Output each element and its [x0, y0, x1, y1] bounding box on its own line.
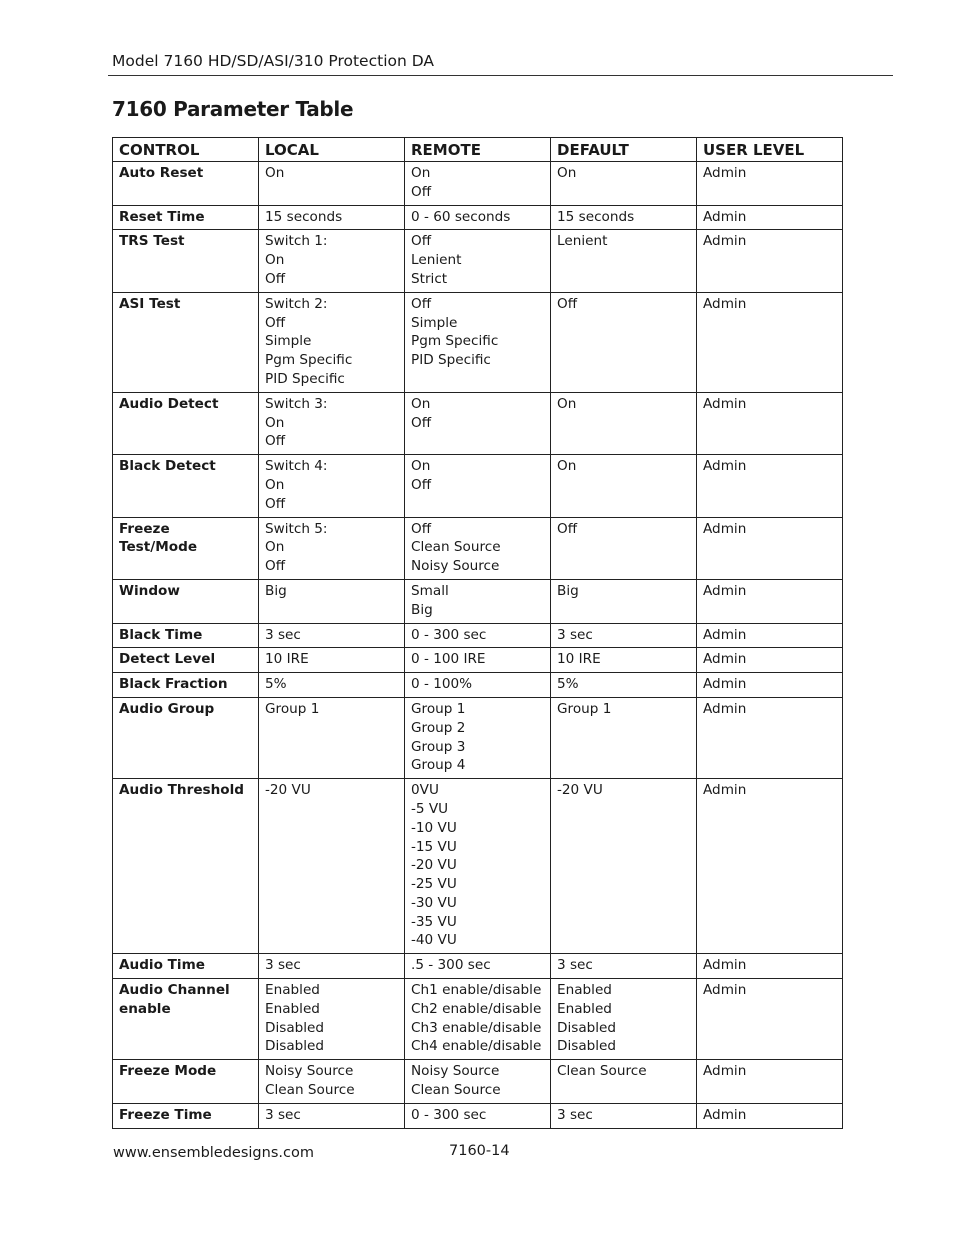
local-cell	[259, 230, 405, 292]
user-level-cell	[697, 1060, 843, 1104]
user-level-cell	[697, 579, 843, 623]
table-body	[113, 161, 843, 1128]
control-cell	[113, 954, 259, 979]
page-title: 7160 Parameter Table	[112, 97, 354, 121]
local-cell	[259, 579, 405, 623]
cell-line: -20 VU	[557, 782, 603, 799]
cell-line: Admin	[703, 957, 747, 974]
table-row	[113, 1103, 843, 1128]
cell-line: Pgm Specific	[411, 333, 499, 350]
cell-line: Disabled	[557, 1019, 617, 1036]
remote-cell	[405, 230, 551, 292]
cell-line: Group 1	[411, 700, 466, 717]
cell-line: Switch 4:	[265, 458, 328, 475]
cell-line: Big	[265, 582, 287, 599]
control-cell	[113, 161, 259, 205]
control-cell	[113, 517, 259, 579]
default-cell	[551, 392, 697, 454]
default-cell	[551, 455, 697, 517]
column-header-local: LOCAL	[259, 138, 405, 162]
local-cell	[259, 697, 405, 778]
remote-cell	[405, 392, 551, 454]
user-level-cell	[697, 455, 843, 517]
user-level-cell	[697, 954, 843, 979]
cell-line: -30 VU	[411, 894, 457, 911]
local-cell	[259, 673, 405, 698]
cell-line: On	[411, 458, 431, 475]
remote-cell	[405, 673, 551, 698]
cell-line: Audio Threshold	[119, 782, 245, 799]
cell-line: Disabled	[265, 1019, 325, 1036]
table-row	[113, 161, 843, 205]
table-row	[113, 230, 843, 292]
cell-line: 0VU	[411, 782, 439, 799]
control-cell	[113, 979, 259, 1060]
default-cell	[551, 1103, 697, 1128]
cell-line: 3 sec	[265, 626, 301, 643]
table-row	[113, 979, 843, 1060]
cell-line: On	[557, 458, 577, 475]
control-cell	[113, 697, 259, 778]
header-rule	[108, 75, 893, 76]
cell-line: 3 sec	[265, 957, 301, 974]
remote-cell	[405, 648, 551, 673]
cell-line: Admin	[703, 982, 747, 999]
table-header-row	[113, 138, 843, 162]
cell-line: Off	[265, 314, 286, 331]
cell-line: Off	[411, 295, 432, 312]
column-header-default: DEFAULT	[551, 138, 697, 162]
cell-line: Switch 5:	[265, 520, 328, 537]
user-level-cell	[697, 517, 843, 579]
cell-line: Big	[411, 601, 433, 618]
cell-line: Enabled	[265, 1000, 320, 1017]
remote-cell	[405, 292, 551, 392]
cell-line: -20 VU	[265, 782, 311, 799]
cell-line: Lenient	[557, 233, 608, 250]
remote-cell	[405, 205, 551, 230]
cell-line: Enabled	[557, 1000, 612, 1017]
table-row	[113, 673, 843, 698]
table-row	[113, 292, 843, 392]
local-cell	[259, 392, 405, 454]
default-cell	[551, 648, 697, 673]
cell-line: Off	[265, 270, 286, 287]
table-row	[113, 648, 843, 673]
user-level-cell	[697, 292, 843, 392]
cell-line: Admin	[703, 208, 747, 225]
column-header-control: CONTROL	[113, 138, 259, 162]
cell-line: Off	[411, 520, 432, 537]
default-cell	[551, 954, 697, 979]
cell-line: 5%	[557, 676, 579, 693]
cell-line: Simple	[265, 333, 312, 350]
cell-line: TRS Test	[119, 233, 185, 250]
cell-line: Big	[557, 582, 579, 599]
page-number: 7160-14	[449, 1143, 510, 1159]
cell-line: 3 sec	[557, 957, 593, 974]
control-cell	[113, 779, 259, 954]
cell-line: Ch1 enable/disable	[411, 982, 542, 999]
local-cell	[259, 455, 405, 517]
default-cell	[551, 979, 697, 1060]
table-row	[113, 954, 843, 979]
user-level-cell	[697, 161, 843, 205]
cell-line: Auto Reset	[119, 164, 204, 181]
cell-line: enable	[119, 1000, 171, 1017]
remote-cell	[405, 455, 551, 517]
cell-line: Group 3	[411, 738, 466, 755]
table-row	[113, 392, 843, 454]
cell-line: -40 VU	[411, 932, 457, 949]
cell-line: Simple	[411, 314, 458, 331]
cell-line: Noisy Source	[411, 1063, 500, 1080]
cell-line: Off	[265, 433, 286, 450]
cell-line: Group 2	[411, 719, 466, 736]
user-level-cell	[697, 648, 843, 673]
default-cell	[551, 779, 697, 954]
cell-line: Enabled	[265, 982, 320, 999]
cell-line: 15 seconds	[265, 208, 343, 225]
remote-cell	[405, 517, 551, 579]
column-header-remote: REMOTE	[405, 138, 551, 162]
cell-line: Pgm Specific	[265, 352, 353, 369]
cell-line: Disabled	[265, 1038, 325, 1055]
cell-line: 0 - 300 sec	[411, 1106, 487, 1123]
control-cell	[113, 579, 259, 623]
local-cell	[259, 205, 405, 230]
user-level-cell	[697, 205, 843, 230]
default-cell	[551, 205, 697, 230]
user-level-cell	[697, 979, 843, 1060]
cell-line: Admin	[703, 626, 747, 643]
cell-line: .5 - 300 sec	[411, 957, 491, 974]
remote-cell	[405, 779, 551, 954]
cell-line: Admin	[703, 1106, 747, 1123]
cell-line: 0 - 100%	[411, 676, 473, 693]
cell-line: Noisy Source	[411, 558, 500, 575]
cell-line: Disabled	[557, 1038, 617, 1055]
default-cell	[551, 579, 697, 623]
cell-line: Freeze Mode	[119, 1063, 217, 1080]
control-cell	[113, 1060, 259, 1104]
cell-line: On	[265, 414, 285, 431]
cell-line: -15 VU	[411, 838, 457, 855]
cell-line: -35 VU	[411, 913, 457, 930]
cell-line: Admin	[703, 582, 747, 599]
cell-line: Freeze Test/Mode	[119, 520, 198, 556]
remote-cell	[405, 1103, 551, 1128]
cell-line: Lenient	[411, 252, 462, 269]
cell-line: Admin	[703, 651, 747, 668]
cell-line: Admin	[703, 520, 747, 537]
parameter-table	[112, 137, 843, 1129]
cell-line: 5%	[265, 676, 287, 693]
remote-cell	[405, 979, 551, 1060]
user-level-cell	[697, 392, 843, 454]
control-cell	[113, 455, 259, 517]
local-cell	[259, 779, 405, 954]
cell-line: Audio Group	[119, 700, 215, 717]
cell-line: Enabled	[557, 982, 612, 999]
default-cell	[551, 623, 697, 648]
cell-line: Admin	[703, 233, 747, 250]
cell-line: Freeze Time	[119, 1106, 212, 1123]
cell-line: 3 sec	[265, 1106, 301, 1123]
cell-line: 0 - 100 IRE	[411, 651, 486, 668]
page-header: Model 7160 HD/SD/ASI/310 Protection DA	[112, 52, 435, 70]
user-level-cell	[697, 230, 843, 292]
cell-line: Off	[411, 414, 432, 431]
cell-line: Audio Detect	[119, 395, 219, 412]
cell-line: Reset Time	[119, 208, 205, 225]
cell-line: Switch 1:	[265, 233, 328, 250]
cell-line: On	[557, 164, 577, 181]
cell-line: Admin	[703, 700, 747, 717]
control-cell	[113, 292, 259, 392]
cell-line: Admin	[703, 295, 747, 312]
cell-line: On	[557, 395, 577, 412]
cell-line: Noisy Source	[265, 1063, 354, 1080]
table-row	[113, 579, 843, 623]
cell-line: Admin	[703, 395, 747, 412]
cell-line: 0 - 60 seconds	[411, 208, 511, 225]
cell-line: Admin	[703, 164, 747, 181]
cell-line: PID Specific	[411, 352, 491, 369]
cell-line: -20 VU	[411, 857, 457, 874]
local-cell	[259, 979, 405, 1060]
default-cell	[551, 697, 697, 778]
cell-line: Clean Source	[411, 1082, 501, 1099]
cell-line: Off	[411, 233, 432, 250]
user-level-cell	[697, 623, 843, 648]
remote-cell	[405, 623, 551, 648]
cell-line: -25 VU	[411, 876, 457, 893]
cell-line: 3 sec	[557, 626, 593, 643]
cell-line: Clean Source	[265, 1082, 355, 1099]
cell-line: 3 sec	[557, 1106, 593, 1123]
remote-cell	[405, 161, 551, 205]
local-cell	[259, 517, 405, 579]
cell-line: Small	[411, 582, 449, 599]
local-cell	[259, 1103, 405, 1128]
cell-line: 10 IRE	[557, 651, 601, 668]
table-row	[113, 517, 843, 579]
cell-line: Black Fraction	[119, 676, 228, 693]
control-cell	[113, 230, 259, 292]
cell-line: Window	[119, 582, 180, 599]
cell-line: 15 seconds	[557, 208, 635, 225]
cell-line: Off	[265, 558, 286, 575]
control-cell	[113, 205, 259, 230]
control-cell	[113, 1103, 259, 1128]
local-cell	[259, 1060, 405, 1104]
table-row	[113, 205, 843, 230]
user-level-cell	[697, 697, 843, 778]
cell-line: Ch3 enable/disable	[411, 1019, 542, 1036]
control-cell	[113, 648, 259, 673]
table-row	[113, 455, 843, 517]
cell-line: -10 VU	[411, 819, 457, 836]
default-cell	[551, 161, 697, 205]
cell-line: Black Time	[119, 626, 203, 643]
cell-line: Admin	[703, 458, 747, 475]
cell-line: Switch 3:	[265, 395, 328, 412]
cell-line: On	[265, 252, 285, 269]
control-cell	[113, 673, 259, 698]
cell-line: Strict	[411, 270, 448, 287]
cell-line: 10 IRE	[265, 651, 309, 668]
cell-line: Off	[265, 495, 286, 512]
cell-line: Clean Source	[557, 1063, 647, 1080]
cell-line: Admin	[703, 782, 747, 799]
cell-line: On	[265, 476, 285, 493]
cell-line: On	[265, 539, 285, 556]
cell-line: Group 1	[557, 700, 612, 717]
cell-line: Off	[557, 295, 578, 312]
cell-line: Off	[557, 520, 578, 537]
table-row	[113, 697, 843, 778]
local-cell	[259, 623, 405, 648]
cell-line: -5 VU	[411, 800, 449, 817]
cell-line: Black Detect	[119, 458, 216, 475]
cell-line: Audio Channel	[119, 982, 230, 999]
remote-cell	[405, 954, 551, 979]
local-cell	[259, 648, 405, 673]
cell-line: Clean Source	[411, 539, 501, 556]
default-cell	[551, 230, 697, 292]
cell-line: Admin	[703, 676, 747, 693]
cell-line: Group 1	[265, 700, 320, 717]
control-cell	[113, 392, 259, 454]
cell-line: Switch 2:	[265, 295, 328, 312]
default-cell	[551, 517, 697, 579]
cell-line: 0 - 300 sec	[411, 626, 487, 643]
column-header-user-level: USER LEVEL	[697, 138, 843, 162]
cell-line: Detect Level	[119, 651, 216, 668]
cell-line: Admin	[703, 1063, 747, 1080]
remote-cell	[405, 579, 551, 623]
cell-line: On	[411, 395, 431, 412]
remote-cell	[405, 697, 551, 778]
table-row	[113, 623, 843, 648]
cell-line: Off	[411, 183, 432, 200]
cell-line: Ch4 enable/disable	[411, 1038, 542, 1055]
cell-line: ASI Test	[119, 295, 181, 312]
cell-line: On	[411, 164, 431, 181]
user-level-cell	[697, 779, 843, 954]
user-level-cell	[697, 673, 843, 698]
control-cell	[113, 623, 259, 648]
default-cell	[551, 1060, 697, 1104]
cell-line: Audio Time	[119, 957, 205, 974]
cell-line: Ch2 enable/disable	[411, 1000, 542, 1017]
remote-cell	[405, 1060, 551, 1104]
cell-line: PID Specific	[265, 370, 345, 387]
table-row	[113, 1060, 843, 1104]
user-level-cell	[697, 1103, 843, 1128]
footer-url: www.ensembledesigns.com	[113, 1145, 314, 1161]
cell-line: On	[265, 164, 285, 181]
cell-line: Group 4	[411, 757, 466, 774]
local-cell	[259, 292, 405, 392]
local-cell	[259, 954, 405, 979]
default-cell	[551, 292, 697, 392]
local-cell	[259, 161, 405, 205]
cell-line: Off	[411, 476, 432, 493]
table-row	[113, 779, 843, 954]
default-cell	[551, 673, 697, 698]
